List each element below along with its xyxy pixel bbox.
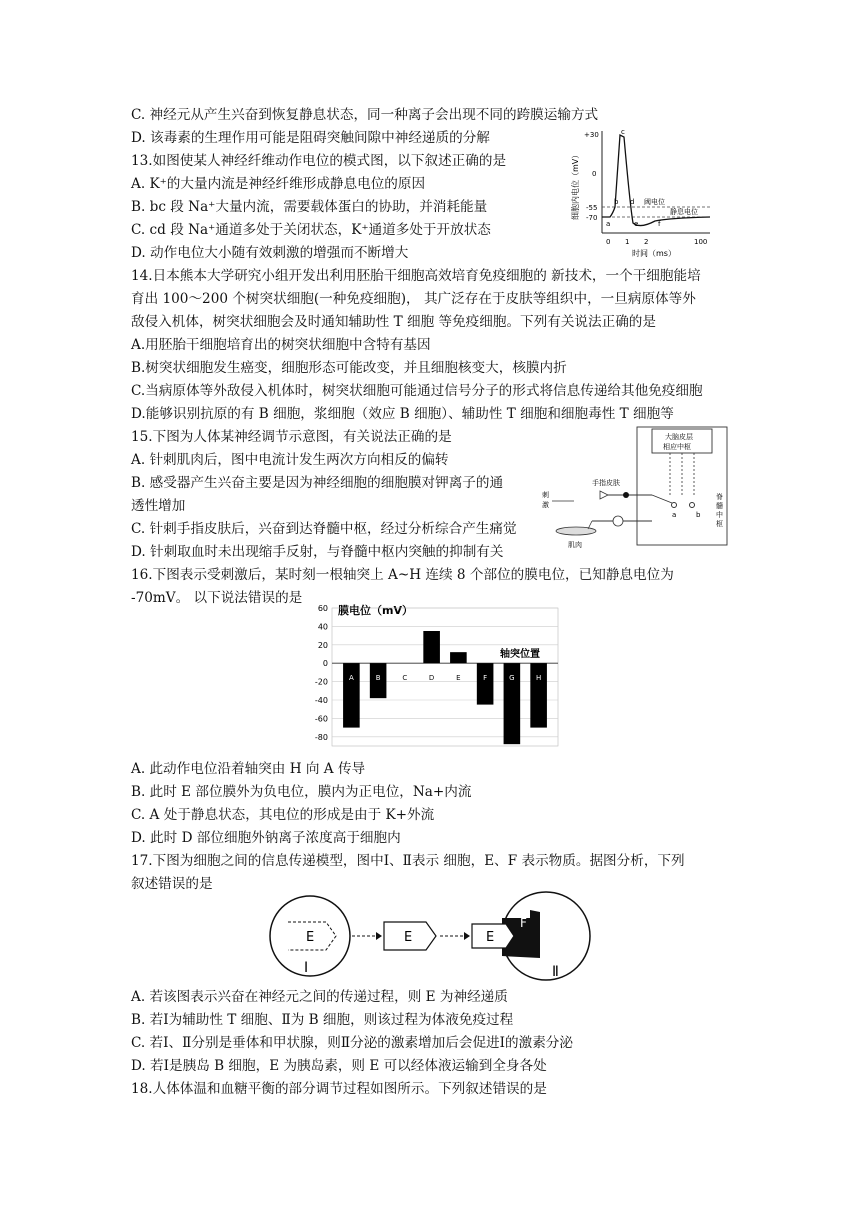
q14-option-d: D.能够识别抗原的有 B 细胞，浆细胞（效应 B 细胞）、辅助性 T 细胞和细胞毒性 T 细胞等 xyxy=(131,406,674,422)
chart-bar xyxy=(423,631,440,663)
q14-stem-line2: 育出 100～200 个树突状细胞(一种免疫细胞)， 其广泛存在于皮肤等组织中，一旦病原体等外 xyxy=(131,291,696,307)
ap-xlabel: 时间（ms） xyxy=(632,249,676,258)
muscle-label: 肌肉 xyxy=(568,541,582,549)
spinal-label-1: 脊 xyxy=(716,493,723,501)
chart-y-tick: 60 xyxy=(317,604,328,613)
receptor-f-label: F xyxy=(520,916,527,930)
chart-xlabel: 轴突位置 xyxy=(500,649,540,660)
chart-y-tick: -80 xyxy=(314,732,328,742)
ap-ytick-0: 0 xyxy=(592,170,597,178)
chart-category-label: G xyxy=(509,674,515,683)
chart-y-tick: 20 xyxy=(317,640,328,650)
q15-option-b-line2: 透性增加 xyxy=(131,498,186,514)
q16-option-b: B. 此时 E 部位膜外为负电位，膜内为正电位，Na+内流 xyxy=(131,784,472,800)
ap-xtick-2: 2 xyxy=(644,238,649,246)
cell-2-label: Ⅱ xyxy=(552,964,559,980)
ap-point-a: a xyxy=(606,220,611,228)
q17-option-a: A. 若该图表示兴奋在神经元之间的传递过程，则 E 为神经递质 xyxy=(131,989,508,1005)
q14-stem-line1: 14.日本熊本大学研究小组开发出利用胚胎干细胞高效培育免疫细胞的 新技术，一个干细胞能培 xyxy=(131,268,701,284)
synapse-a-label: a xyxy=(672,511,677,519)
synapse-b-label: b xyxy=(696,511,701,519)
ap-point-c: c xyxy=(621,128,625,136)
q16-option-a: A. 此动作电位沿着轴突由 H 向 A 传导 xyxy=(131,761,366,777)
ap-ytick-30: +30 xyxy=(584,131,599,139)
q16-stem-line1: 16.下图表示受刺激后，某时刻一根轴突上 A~H 连续 8 个部位的膜电位，已知静息电位为 xyxy=(131,567,674,583)
ap-point-f: f xyxy=(658,220,661,228)
ap-xtick-0: 0 xyxy=(606,238,611,246)
q17-option-d: D. 若Ⅰ是胰岛 B 细胞，E 为胰岛素，则 E 可以经体液运输到全身各处 xyxy=(131,1058,547,1074)
q15-option-b-line1: B. 感受器产生兴奋主要是因为神经细胞的细胞膜对钾离子的通 xyxy=(131,475,504,491)
arrow-2-head xyxy=(464,932,470,940)
cell-1-e-label: E xyxy=(306,930,315,945)
q16-option-d: D. 此时 D 部位细胞外钠离子浓度高于细胞内 xyxy=(131,830,401,846)
q16-option-c: C. A 处于静息状态，其电位的形成是由于 K+外流 xyxy=(131,807,435,823)
signal-model-figure xyxy=(268,890,594,982)
ap-ytick-55: -55 xyxy=(586,204,598,212)
q14-option-b: B.树突状细胞发生癌变，细胞形态可能改变，并且细胞核变大，核膜内折 xyxy=(131,360,567,376)
bound-e-label: E xyxy=(486,930,495,945)
q15-option-c: C. 针刺手指皮肤后，兴奋到达脊髓中枢，经过分析综合产生痛觉 xyxy=(131,521,517,537)
chart-category-label: A xyxy=(348,674,354,683)
ap-resting-label: 静息电位 xyxy=(670,208,698,216)
q13-stem: 13.如图使某人神经纤维动作电位的模式图，以下叙述正确的是 xyxy=(131,153,507,169)
interneuron-1 xyxy=(652,495,672,503)
q17-stem-line2: 叙述错误的是 xyxy=(131,876,213,892)
chart-category-label: D xyxy=(428,674,435,683)
chart-category-label: H xyxy=(535,674,542,683)
stimulus-label-1: 刺 xyxy=(542,491,549,499)
synapse-a-icon xyxy=(672,503,677,508)
chart-title: 膜电位（mV） xyxy=(338,604,413,617)
cell-1-label: Ⅰ xyxy=(304,960,309,976)
membrane-potential-chart xyxy=(300,600,560,752)
action-potential-figure xyxy=(570,125,720,265)
chart-bar xyxy=(530,663,547,727)
ap-xtick-100: 100 xyxy=(694,238,708,246)
chart-category-label: F xyxy=(483,674,488,683)
q15-option-a: A. 针刺肌肉后，图中电流计发生两次方向相反的偏转 xyxy=(131,452,449,468)
skin-label: 手指皮肤 xyxy=(592,479,620,487)
q17-option-c: C. 若Ⅰ、Ⅱ分别是垂体和甲状腺，则Ⅱ分泌的激素增加后会促进Ⅰ的激素分泌 xyxy=(131,1035,573,1051)
chart-bar xyxy=(477,663,494,704)
q14-stem-line3: 敌侵入机体，树突状细胞会及时通知辅助性 T 细胞 等免疫细胞。下列有关说法正确的是 xyxy=(131,314,656,330)
ap-point-e: e xyxy=(634,220,639,228)
ap-xtick-1: 1 xyxy=(625,238,630,246)
ap-threshold-label: 阈电位 xyxy=(644,198,665,206)
ap-point-d: d xyxy=(630,198,635,206)
q13-option-d: D. 动作电位大小随有效刺激的增强而不断增大 xyxy=(131,245,409,261)
q16-stem-line2: -70mV。 以下说法错误的是 xyxy=(131,590,303,606)
receptor-icon xyxy=(600,491,608,499)
q12-option-d: D. 该毒素的生理作用可能是阻碍突触间隙中神经递质的分解 xyxy=(131,130,490,146)
ap-point-b: b xyxy=(614,198,619,206)
chart-y-tick: -40 xyxy=(314,696,328,705)
chart-y-tick: 0 xyxy=(322,659,328,669)
q14-option-c: C.当病原体等外敌侵入机体时，树突状细胞可能通过信号分子的形式将信息传递给其他免疫细胞 xyxy=(131,383,703,399)
chart-y-tick: -60 xyxy=(314,714,328,724)
q15-option-d: D. 针刺取血时未出现缩手反射，与脊髓中枢内突触的抑制有关 xyxy=(131,544,504,560)
galvanometer-icon xyxy=(613,516,623,526)
q12-option-c: C. 神经元从产生兴奋到恢复静息状态，同一种离子会出现不同的跨膜运输方式 xyxy=(131,107,599,123)
q18-stem: 18.人体体温和血糖平衡的部分调节过程如图所示。下列叙述错误的是 xyxy=(131,1081,547,1097)
q13-option-c: C. cd 段 Na⁺通道多处于关闭状态，K⁺通道多处于开放状态 xyxy=(131,222,491,238)
ganglion-icon xyxy=(623,492,629,498)
spinal-label-3: 中 xyxy=(716,511,723,519)
chart-category-label: C xyxy=(402,674,408,683)
cortex-label-2: 相应中枢 xyxy=(663,443,691,451)
synapse-b-icon xyxy=(690,503,695,508)
arrow-1-head xyxy=(376,932,382,940)
chart-bar xyxy=(450,652,467,663)
ap-ytick-70: -70 xyxy=(586,214,598,222)
q13-option-a: A. K⁺的大量内流是神经纤维形成静息电位的原因 xyxy=(131,176,426,192)
spinal-label-4: 枢 xyxy=(716,520,723,528)
chart-category-label: E xyxy=(456,674,461,683)
e-molecule-label: E xyxy=(404,930,413,945)
reflex-arc-figure xyxy=(532,425,732,553)
cortex-label-1: 大脑皮层 xyxy=(665,433,693,441)
chart-y-tick: -20 xyxy=(314,677,328,687)
q17-stem-line1: 17.下图为细胞之间的信息传递模型，图中Ⅰ、Ⅱ表示 细胞，E、F 表示物质。据图分析，下列 xyxy=(131,853,685,869)
q15-stem: 15.下图为人体某神经调节示意图，有关说法正确的是 xyxy=(131,429,452,445)
q14-option-a: A.用胚胎干细胞培育出的树突状细胞中含特有基因 xyxy=(131,337,431,353)
stimulus-label-2: 激 xyxy=(542,501,549,509)
chart-category-label: B xyxy=(375,674,381,683)
chart-y-tick: 40 xyxy=(317,622,328,632)
q17-option-b: B. 若Ⅰ为辅助性 T 细胞、Ⅱ为 B 细胞，则该过程为体液免疫过程 xyxy=(131,1012,514,1028)
chart-plot-area xyxy=(332,608,558,746)
muscle-icon xyxy=(556,527,596,535)
spinal-label-2: 髓 xyxy=(716,502,723,510)
chart-bar xyxy=(343,663,360,727)
q13-option-b: B. bc 段 Na⁺大量内流，需要载体蛋白的协助，并消耗能量 xyxy=(131,199,488,215)
ap-ylabel: 细胞内电位（mV） xyxy=(571,150,580,220)
